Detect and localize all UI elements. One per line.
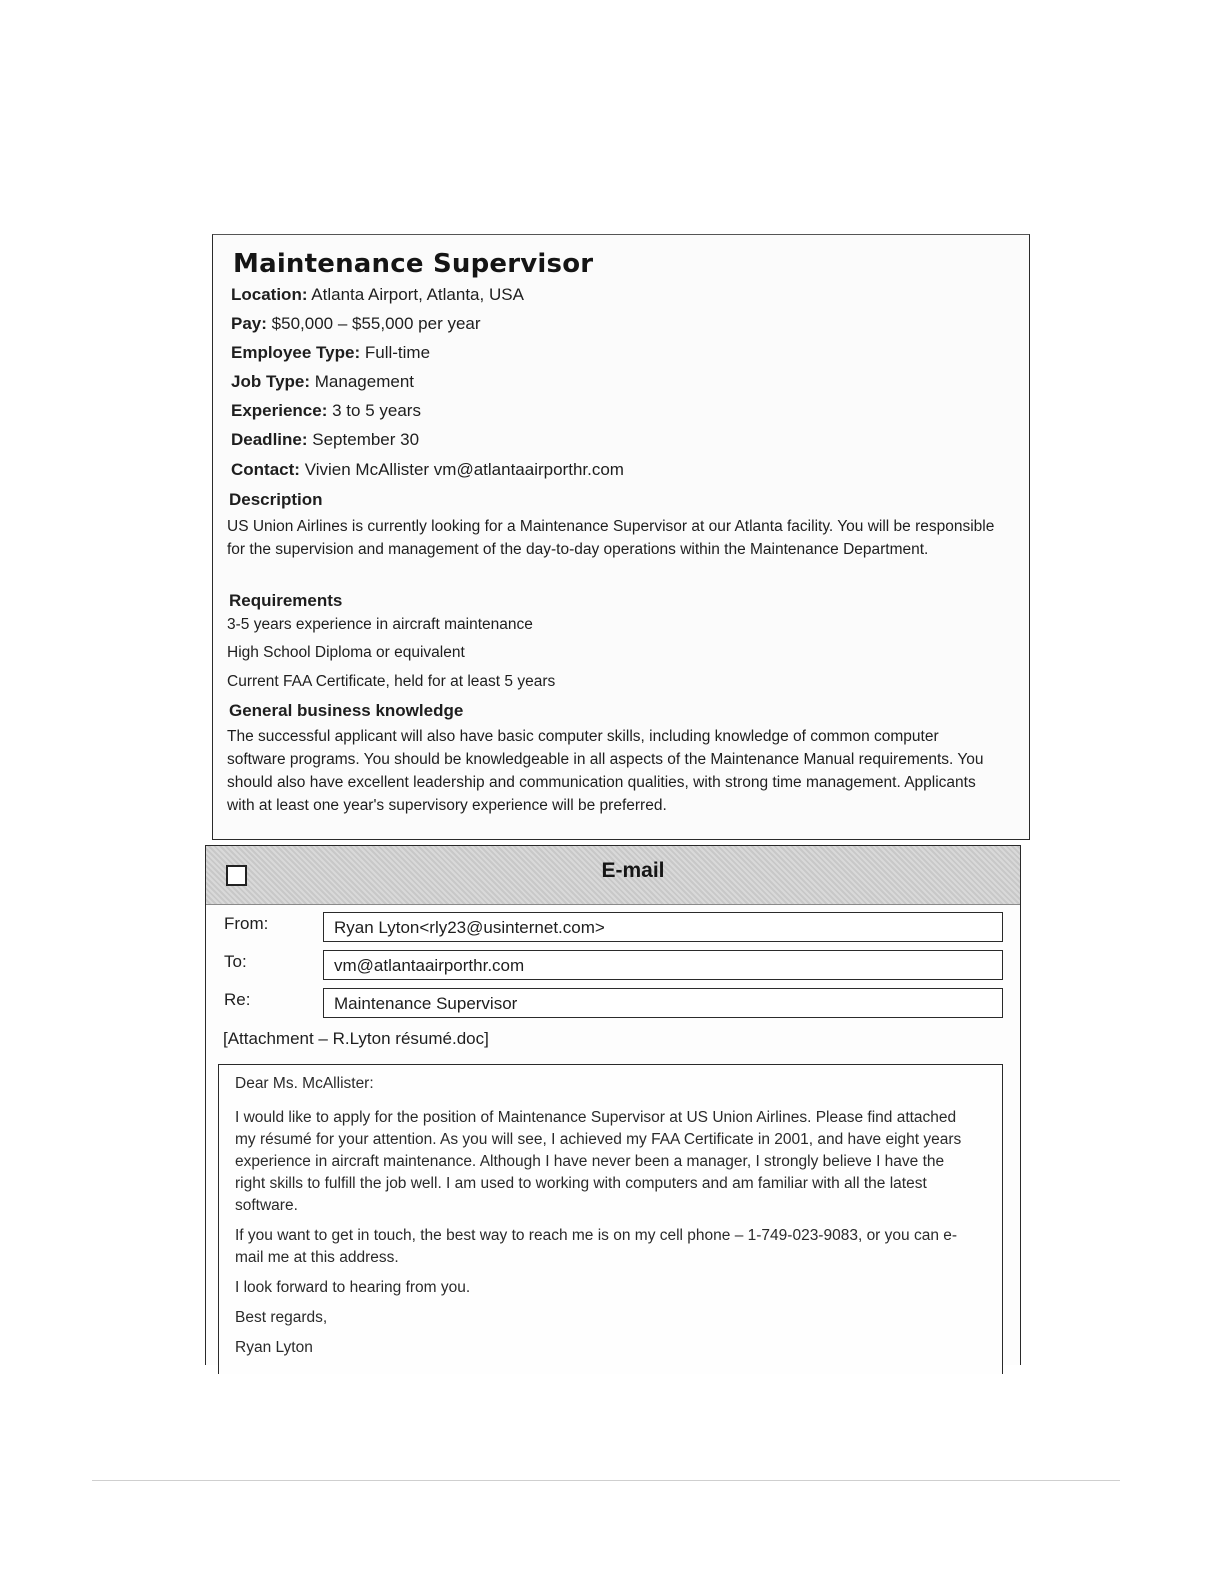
to-value: vm@atlantaairporthr.com xyxy=(334,956,525,975)
requirement-item: Current FAA Certificate, held for at least 5 years xyxy=(227,673,556,690)
email-closing: Best regards, xyxy=(235,1309,328,1326)
re-label: Re: xyxy=(224,990,251,1009)
email-paragraph: I look forward to hearing from you. xyxy=(235,1279,471,1296)
job-ad-box xyxy=(212,234,1030,840)
email-paragraph: If you want to get in touch, the best way to reach me is on my cell phone – 1-749-023-9083, or you can e-mail me at this address. xyxy=(235,1227,958,1266)
email-body[interactable] xyxy=(218,1064,1003,1374)
field-label: Deadline: xyxy=(231,430,308,449)
requirement-item: 3-5 years experience in aircraft maintenance xyxy=(227,616,533,633)
field-value: Full-time xyxy=(364,343,431,362)
requirement-item: High School Diploma or equivalent xyxy=(227,644,465,661)
field-employee-type xyxy=(231,343,430,363)
email-signature: Ryan Lyton xyxy=(235,1339,313,1356)
to-field[interactable] xyxy=(323,950,1003,980)
field-label: Location: xyxy=(231,285,308,304)
email-greeting: Dear Ms. McAllister: xyxy=(235,1075,374,1092)
description-heading: Description xyxy=(229,490,323,509)
field-job-type xyxy=(231,372,414,392)
email-window xyxy=(205,845,1021,1365)
field-value: $50,000 – $55,000 per year xyxy=(271,314,481,333)
to-label: To: xyxy=(224,952,247,971)
from-label: From: xyxy=(224,914,269,933)
general-knowledge-text: The successful applicant will also have basic computer skills, including knowledge of common computer software programs. You should be knowledgeable in all aspects of the Maintenance Manual requirements. You should also have excellent leadership and communication qualities, with strong time management. Applicants with at least one year's supervisory experience will be preferred. xyxy=(227,728,984,814)
field-value: Vivien McAllister vm@atlantaairporthr.com xyxy=(304,460,624,479)
email-paragraph: I would like to apply for the position of Maintenance Supervisor at US Union Airlines. Please find attached my résumé for your attention. As you will see, I achieved my FAA Certificate in 2001, and have eight years experience in aircraft maintenance. Although I have never been a manager, I strongly believe I have the right skills to fulfill the job well. I am used to working with computers and am familiar with all the latest software. xyxy=(235,1109,962,1214)
field-value: September 30 xyxy=(312,430,420,449)
field-label: Experience: xyxy=(231,401,328,420)
subject-field[interactable] xyxy=(323,988,1003,1018)
field-location xyxy=(231,285,524,305)
from-field[interactable] xyxy=(323,912,1003,942)
attachment-link[interactable]: [Attachment – R.Lyton résumé.doc] xyxy=(223,1029,489,1048)
field-value: Management xyxy=(314,372,414,391)
field-label: Job Type: xyxy=(231,372,311,391)
email-window-title: E-mail xyxy=(601,859,665,882)
page-divider xyxy=(92,1480,1120,1481)
from-value: Ryan Lyton<rly23@usinternet.com> xyxy=(334,918,605,937)
requirements-heading: Requirements xyxy=(229,591,343,610)
field-deadline xyxy=(231,430,419,450)
field-label: Pay: xyxy=(231,314,267,333)
field-label: Contact: xyxy=(231,460,300,479)
field-value: Atlanta Airport, Atlanta, USA xyxy=(311,285,524,304)
description-text: US Union Airlines is currently looking for a Maintenance Supervisor at our Atlanta facility. You will be responsible for the supervision and management of the day-to-day operations within the Maintenance Department. xyxy=(227,518,995,558)
email-titlebar xyxy=(206,846,1020,905)
subject-value: Maintenance Supervisor xyxy=(334,994,518,1013)
field-label: Employee Type: xyxy=(231,343,361,362)
field-pay xyxy=(231,314,481,334)
job-title: Maintenance Supervisor xyxy=(233,249,594,279)
general-knowledge-heading: General business knowledge xyxy=(229,701,464,720)
field-experience xyxy=(231,401,421,421)
field-contact xyxy=(231,460,624,480)
field-value: 3 to 5 years xyxy=(332,401,421,420)
